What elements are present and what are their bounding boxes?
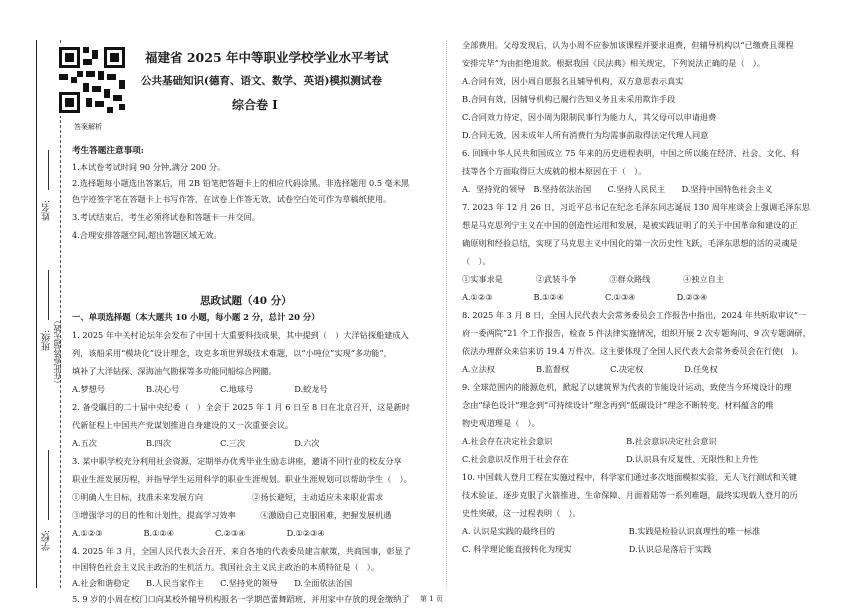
school-label: 学校: — [42, 530, 52, 552]
question-line: 6. 回顾中华人民共和国成立 75 年来的历史进程表明，中国之所以能在经济、社会、文化、科 — [462, 148, 800, 158]
page-number: 第 1 页 — [420, 595, 443, 603]
class-underline — [48, 270, 49, 320]
name-label: 姓名: — [42, 200, 52, 222]
question-line: 9. 全球范围内的能源危机，掀起了以建筑界为代表的节能设计运动，致使当今环境设计的理 — [462, 382, 792, 392]
statement-line: ①实事求是 ②武装斗争 ③群众路线 ④独立自主 — [462, 274, 725, 284]
option-line: A.五次 B.四次 C.三次 D.六次 — [72, 438, 320, 448]
question-line: 依法办理群众来信来访 19.4 万件次。这主要体现了全国人民代表大会常务委员会在行使( )。 — [462, 346, 803, 356]
qr-caption: 答案解析 — [74, 123, 102, 131]
question-line: 府一委两院”21 个工作报告，检查 5 件法律实施情况，组织开展 2 次专题询问、9 次专题调研， — [462, 328, 811, 338]
option-line: C.社会意识反作用于社会存在 D.认识具有反复性、无限性和上升性 — [462, 454, 758, 464]
question-line: 安排完毕”为由拒绝退款。根据我国《民法典》相关规定，下列说法正确的是（ ）。 — [462, 58, 766, 68]
instruction-line: 3.考试结束后，考生必须将试卷和答题卡一并交回。 — [72, 212, 260, 222]
option-line: A.①②③ B.①②④ C.②③④ D.①②③④ — [72, 528, 325, 538]
part-heading: 一、单项选择题（本大题共 10 小题，每小题 2 分，总计 20 分） — [72, 312, 320, 322]
option-line: C.合同效力待定，因小周为限制民事行为能力人，其父母可以申请退费 — [462, 112, 717, 122]
name-underline — [48, 150, 49, 190]
question-line: 技等各个方面取得巨大成就的根本原因在于（ ）。 — [462, 166, 647, 176]
question-line: 2. 备受瞩目的二十届中央纪委（ ）全会于 2025 年 1 月 6 日至 8 日在北京召开，这是新时 — [72, 402, 410, 412]
question-line: 1. 2025 年中关村论坛年会发布了中国十大重要科技成果，其中提到（ ）大洋钻探船建成入 — [72, 330, 409, 340]
qr-code-icon — [56, 44, 128, 116]
option-line: D.合同无效，因未成年人所有消费行为均需事前取得法定代理人同意 — [462, 130, 709, 140]
option-line: A.社会和谐稳定 B.人民当家作主 C.坚持党的领导 D.全面依法治国 — [72, 578, 353, 588]
option-line: C. 科学理论能直接转化为现实 D.认识总是落后于实践 — [462, 544, 712, 554]
question-line: 8. 2025 年 3 月 8 日，全国人民代表大会常务委员会工作报告中指出，2024 年共听取审议“一 — [462, 310, 807, 320]
paper-label: 综合卷 I — [232, 98, 278, 112]
option-line: A.梦想号 B.决心号 C.地球号 D.蛟龙号 — [72, 384, 328, 394]
section-title: 思政试题（40 分） — [200, 295, 292, 307]
option-line: B.合同有效，因辅导机构已履行告知义务且未采用欺诈手段 — [462, 94, 676, 104]
instruction-line: 4.合理安排答题空间,超出答题区域无效。 — [72, 230, 222, 240]
class-label: 班级: — [42, 330, 52, 352]
question-line: 列，该船采用“模块化”设计理念，攻克多项世界级技术难题，以“小吨位”实现“多功能”， — [72, 348, 392, 358]
school-underline — [48, 450, 49, 520]
question-line: 中国特色社会主义民主政治的生机活力。我国社会主义民主政治的本质特征是（ ）。 — [72, 562, 380, 572]
statement-line: ①明确人生目标，找准未来发展方向 ②扬长避短，主动适应未来职业需求 — [72, 492, 384, 502]
question-line: 物史观道理是（ ）。 — [462, 418, 540, 428]
exam-title: 福建省 2025 年中等职业学校学业水平考试 — [145, 50, 389, 65]
column-divider — [446, 40, 447, 588]
question-line: 7. 2023 年 12 月 26 日，习近平总书记在纪念毛泽东同志诞辰 130 周年座谈会上强调毛泽东思 — [462, 202, 810, 212]
statement-line: ③增强学习的目的性和计划性，提高学习效率 ④激励自己克服困难，把握发展机遇 — [72, 510, 392, 520]
option-line: A.立法权 B.监督权 C.决定权 D.任免权 — [462, 364, 718, 374]
option-line: A.社会存在决定社会意识 B.社会意识决定社会意识 — [462, 436, 717, 446]
question-line: （ ）。 — [462, 256, 491, 266]
exam-subtitle: 公共基础知识(德育、语文、数学、英语)模拟测试卷 — [141, 75, 382, 87]
question-line: 4. 2025 年 3 月，全国人民代表大会召开，来自各地的代表委员建言献策，共商国事，彰显了 — [72, 546, 412, 556]
option-line: A．坚持党的领导 B.坚持依法治国 C.坚持人民民主 D.坚持中国特色社会主义 — [462, 184, 773, 194]
question-line: 填补了大洋钻探、深海油气勘探等多功能同船综合网髓。 — [72, 366, 277, 376]
question-line: 技术验证，逐步克服了火箭推进、生命保障、月面着陆等一系列难题，最终实现载人登月的历 — [462, 490, 798, 500]
question-line: 念由“绿色设计”理念到“可持续设计”理念再到“低碳设计”理念不断转变。材料蕴含的唯 — [462, 400, 774, 410]
instruction-line: 色字迹签字笔在答题卡上书写作答，在试卷上作答无效，试卷空白处可作为草稿纸使用。 — [72, 194, 392, 204]
binding-line-2 — [60, 40, 61, 588]
instruction-line: 2.选择题每小题选出答案后，用 2B 铅笔把答题卡上的相应代码涂黑。非选择题用 0.5 毫米黑 — [72, 178, 410, 188]
binding-notice: （在此卷答题无效） — [53, 316, 62, 388]
option-line: A.合同有效，因小周自愿报名且辅导机构，双方意思表示真实 — [462, 76, 684, 86]
question-line: 全部费用。父母发现后，认为小周不应参加该课程并要求退费，但辅导机构以“已缴费且课程 — [462, 40, 794, 50]
question-line: 10. 中国载人登月工程在实施过程中，科学家们通过多次地面模拟实验、无人飞行测试和关键 — [462, 472, 797, 482]
instructions-heading: 考生答题注意事项: — [72, 146, 144, 156]
option-line: A. 认识是实践的最终目的 B.实践是检验认识真理性的唯一标准 — [462, 526, 761, 536]
question-line: 代新征程上中国共产党谋划推进自身建设的又一次重要会议。 — [72, 420, 294, 430]
question-line: 确原则和经验总结，实现了马克思主义中国化的第一次历史性飞跃，毛泽东思想的活的灵魂是 — [462, 238, 798, 248]
question-line: 5. 9 岁的小周在校门口向某校外辅导机构报名一学期芭蕾舞蹈班，并用家中存放的现金缴纳了 — [72, 594, 410, 604]
question-line: 史性突破，这一过程表明（ ）。 — [462, 508, 581, 518]
question-line: 职业生涯发展历程，并指导学生运用科学的职业生涯规划。职业生涯规划可以帮助学生（ ）。 — [72, 474, 412, 484]
option-line: A.①②③ B.①②④ C.①③④ D.②③④ — [462, 292, 708, 302]
question-line: 想是马克思列宁主义在中国的创造性运用和发展，是被实践证明了的关于中国革命和建设的正 — [462, 220, 798, 230]
instruction-line: 1.本试卷考试时间 90 分钟,满分 200 分。 — [72, 162, 226, 172]
binding-line-1 — [36, 40, 37, 588]
question-line: 3. 某中职学校充分利用社会资源，定期举办优秀毕业生励志讲座，邀请不同行业的校友分享 — [72, 456, 402, 466]
